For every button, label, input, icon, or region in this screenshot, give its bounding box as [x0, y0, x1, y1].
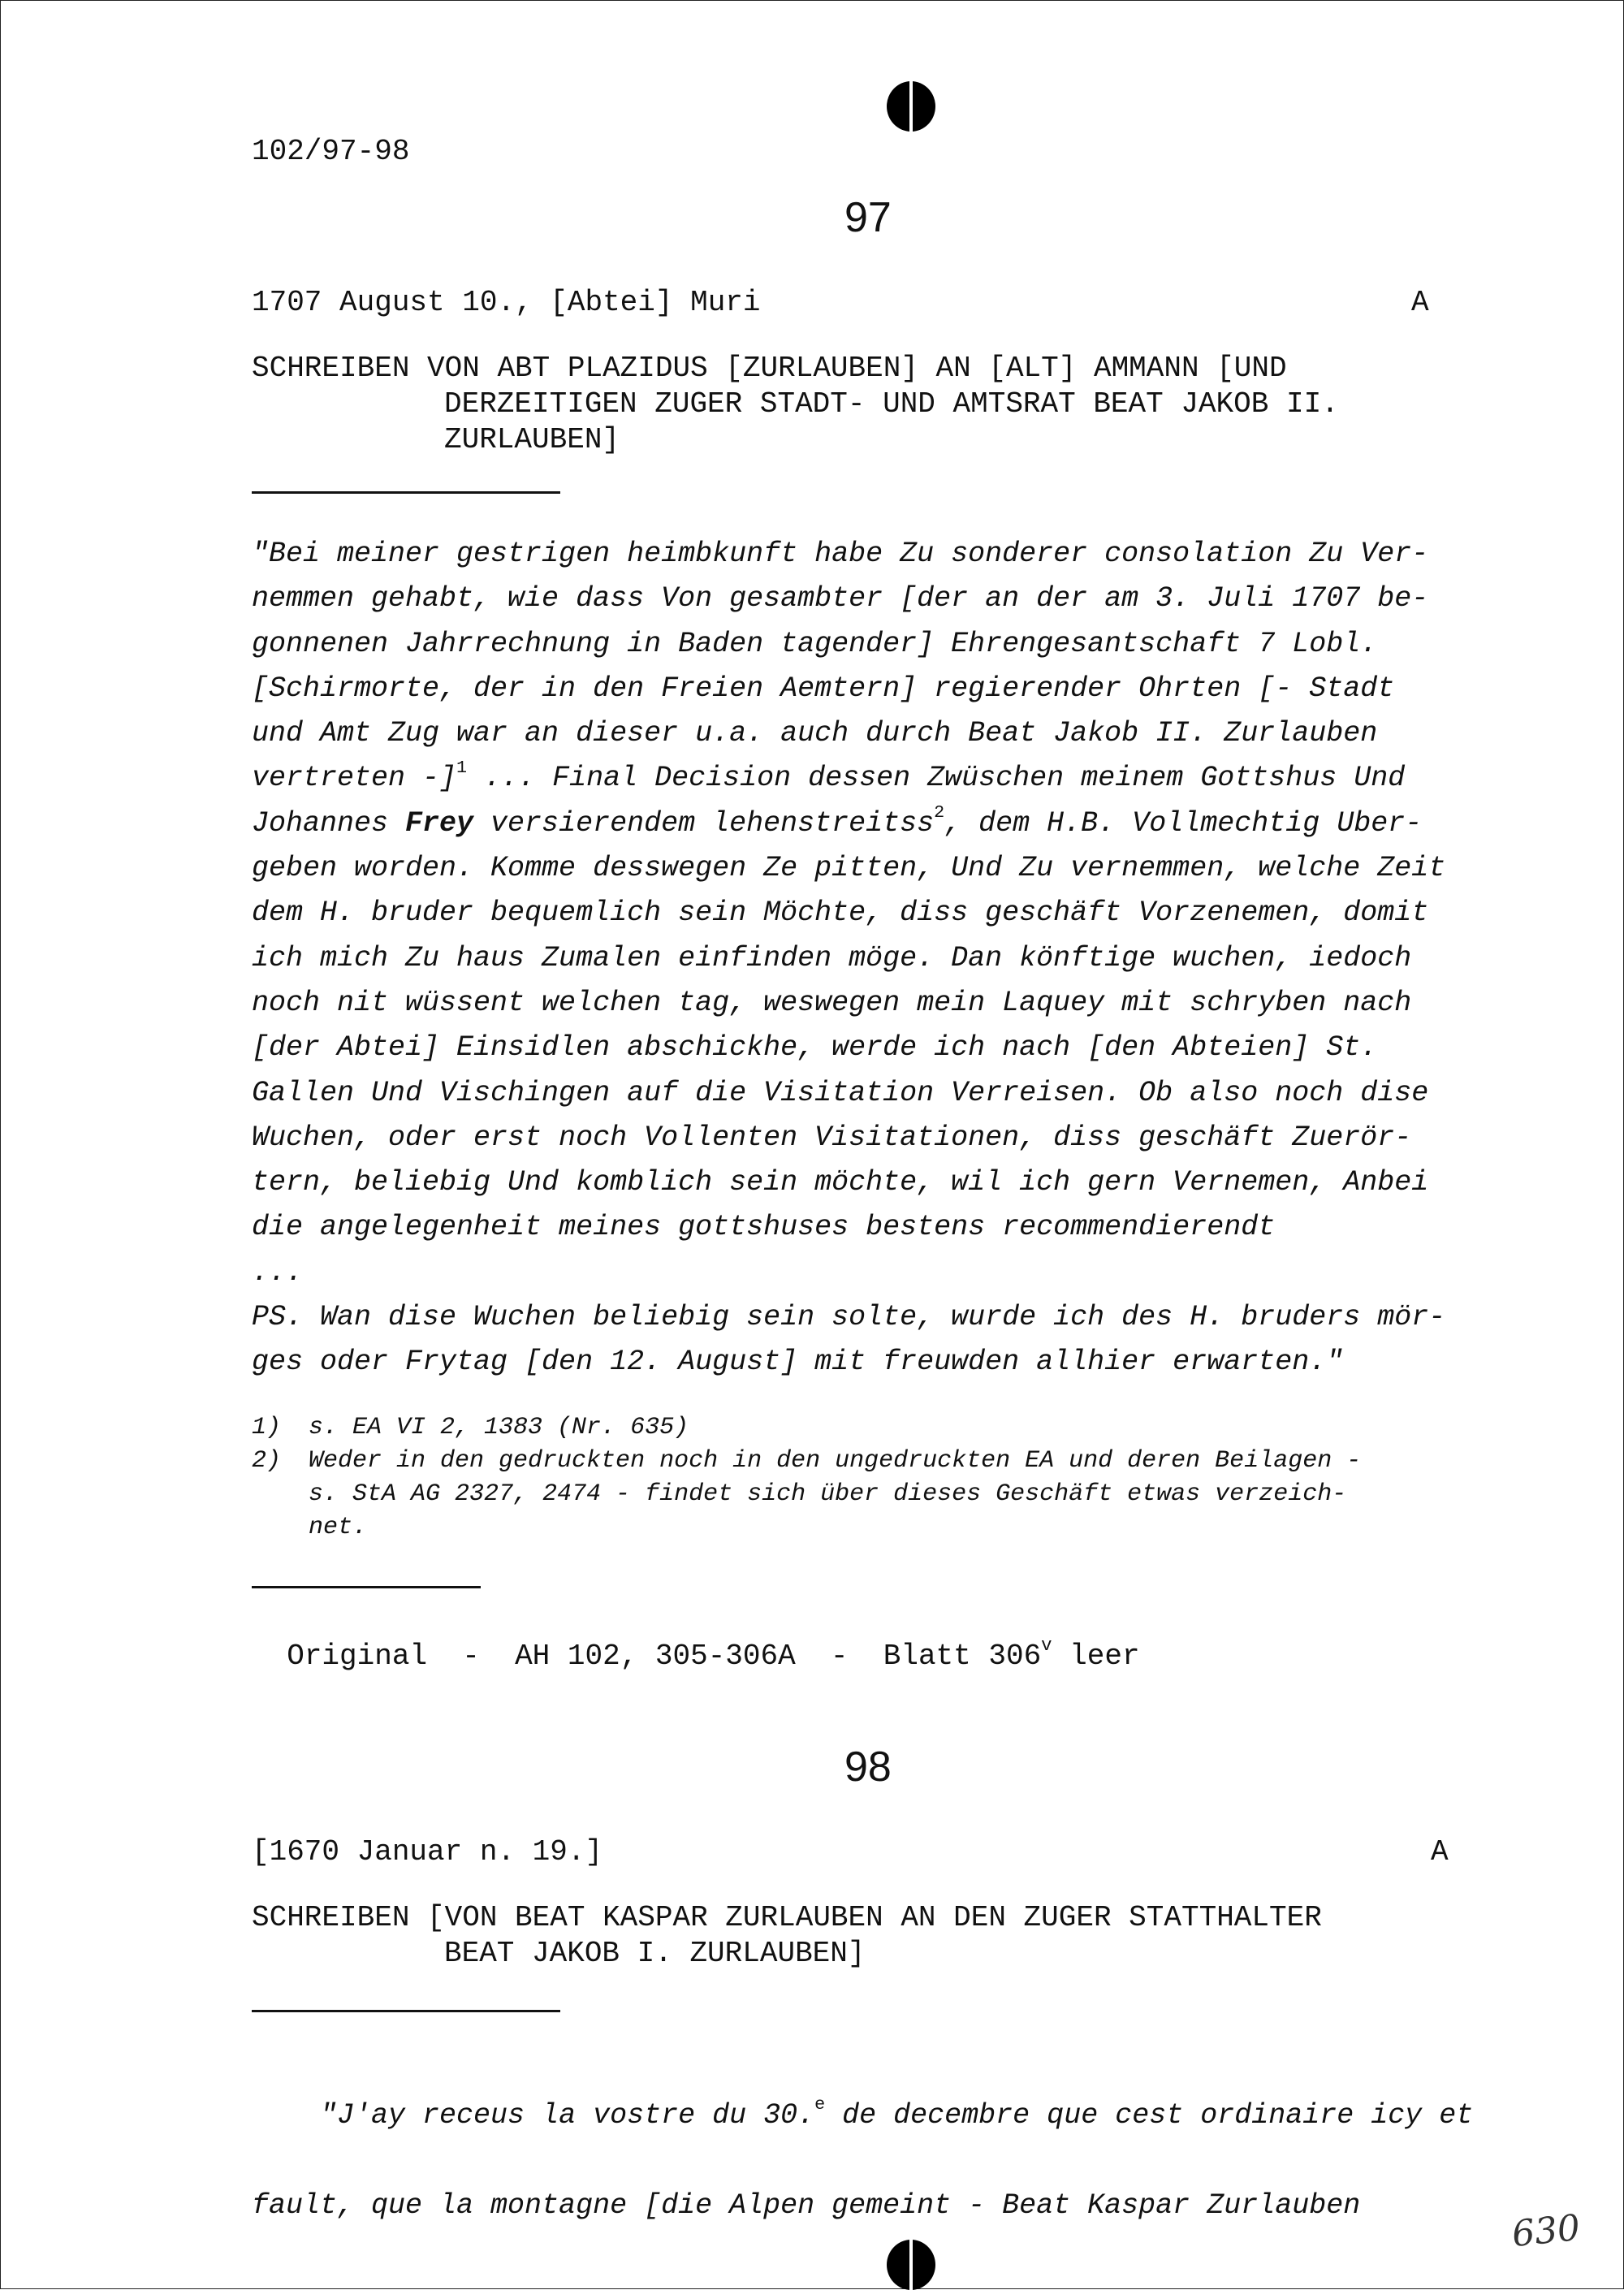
heading-98 [252, 1900, 1322, 1972]
date-place: [1670 Januar n. 19.] [252, 1835, 603, 1869]
quote-line: [Schirmorte, der in den Freien Aemtern] regierender Ohrten [- Stadt [252, 672, 1395, 705]
quote-line: ich mich Zu haus Zumalen einfinden möge. Dan könftige wuchen, iedoch [252, 941, 1412, 974]
footnote-text: s. StA AG 2327, 2474 - findet sich über dieses Geschäft etwas verzeich- [309, 1480, 1347, 1508]
handwritten-page-number: 630 [1510, 2206, 1583, 2256]
footnote-text: s. EA VI 2, 1383 (Nr. 635) [309, 1414, 689, 1441]
quote-line: dem H. bruder bequemlich sein Möchte, diss geschäft Vorzenemen, domit [252, 897, 1429, 930]
heading-97 [252, 351, 1339, 458]
verso-mark: v [1041, 1634, 1052, 1656]
footnote-1 [252, 1411, 1361, 1445]
quote-text: vertreten -] [252, 762, 457, 795]
original-marker: A [1411, 286, 1429, 319]
separator-rule [252, 491, 560, 494]
heading-line: ZURLAUBEN] [444, 423, 620, 456]
heading-line: BEAT JAKOB I. ZURLAUBEN] [444, 1937, 866, 1970]
quote-line: tern, beliebig Und komblich sein möchte, wil ich gern Vernemen, Anbei [252, 1166, 1429, 1199]
footnote-text: Weder in den gedruckten noch in den ungedruckten EA und deren Beilagen - [309, 1447, 1362, 1475]
quote-text: Johannes [252, 806, 406, 840]
quote-line: nemmen gehabt, wie dass Von gesambter [der an der am 3. Juli 1707 be- [252, 582, 1429, 616]
quote-text: de decembre que cest ordinaire icy et [825, 2099, 1474, 2132]
footnote-2 [252, 1445, 1361, 1545]
quote-98 [252, 2049, 1473, 2228]
document-reference: 102/97-98 [252, 135, 410, 168]
quote-line: noch nit wüssent welchen tag, weswegen mein Laquey mit schryben nach [252, 986, 1412, 1019]
footnote-number: 1) [252, 1414, 282, 1441]
quote-line: [der Abtei] Einsidlen abschickhe, werde ich nach [den Abteien] St. [252, 1031, 1378, 1065]
footnote-text: net. [309, 1514, 368, 1541]
punch-hole-bottom [887, 2240, 935, 2290]
quote-bold-name: Frey [405, 806, 474, 840]
quote-line: Wuchen, oder erst noch Vollenten Visitationen, diss geschäft Zuerör- [252, 1121, 1412, 1154]
quote-line: ges oder Frytag [den 12. August] mit freuwden allhier erwarten." [252, 1346, 1344, 1379]
superscript-e: e [814, 2094, 826, 2115]
original-marker: A [1431, 1835, 1449, 1869]
quote-line: die angelegenheit meines gottshuses bestens recommendierendt [252, 1211, 1276, 1244]
quote-line: fault, que la montagne [die Alpen gemeint - Beat Kaspar Zurlauben [252, 2188, 1361, 2222]
quote-text: ... Final Decision dessen Zwüschen meinem Gottshus Und [467, 762, 1406, 795]
source-text: Original - AH 102, 305-306A - Blatt 306 [287, 1640, 1042, 1673]
quote-line [252, 802, 1445, 846]
quote-line: und Amt Zug war an dieser u.a. auch durch Beat Jakob II. Zurlauben [252, 717, 1378, 750]
quote-text: "J'ay receus la vostre du 30. [320, 2099, 815, 2132]
date-place: 1707 August 10., [Abtei] Muri [252, 286, 761, 319]
footnote-ref-2: 2 [934, 802, 945, 823]
separator-rule [252, 2010, 560, 2012]
quote-line: geben worden. Komme desswegen Ze pitten, Und Zu vernemmen, welche Zeit [252, 852, 1446, 885]
footnote-ref-1: 1 [456, 757, 468, 778]
quote-line: ... [252, 1255, 304, 1289]
quote-97 [252, 532, 1445, 1385]
quote-text: , dem H.B. Vollmechtig Uber- [944, 806, 1423, 840]
quote-line: PS. Wan dise Wuchen beliebig sein solte, wurde ich des H. bruders mör- [252, 1301, 1446, 1334]
footnotes [252, 1411, 1361, 1545]
heading-line: SCHREIBEN VON ABT PLAZIDUS [ZURLAUBEN] AN [ALT] AMMANN [UND [252, 352, 1287, 385]
quote-line: gonnenen Jahrrechnung in Baden tagender] Ehrengesantschaft 7 Lobl. [252, 627, 1378, 660]
quote-line: Gallen Und Vischingen auf die Visitation Verreisen. Ob also noch dise [252, 1076, 1429, 1109]
separator-rule [252, 1586, 481, 1588]
source-text: leer [1052, 1640, 1140, 1673]
document-number-97: 97 [844, 194, 892, 241]
punch-hole-top [887, 81, 935, 132]
heading-line: DERZEITIGEN ZUGER STADT- UND AMTSRAT BEAT JAKOB II. [444, 387, 1339, 421]
quote-line [252, 2049, 1473, 2184]
quote-text: versierendem lehenstreitss [473, 806, 935, 840]
document-number-98: 98 [844, 1743, 892, 1791]
quote-line: "Bei meiner gestrigen heimbkunft habe Zu sonderer consolation Zu Ver- [252, 538, 1429, 570]
heading-line: SCHREIBEN [VON BEAT KASPAR ZURLAUBEN AN DEN ZUGER STATTHALTER [252, 1901, 1322, 1934]
footnote-number: 2) [252, 1447, 282, 1475]
source-line [252, 1606, 1140, 1673]
quote-line [252, 756, 1445, 801]
